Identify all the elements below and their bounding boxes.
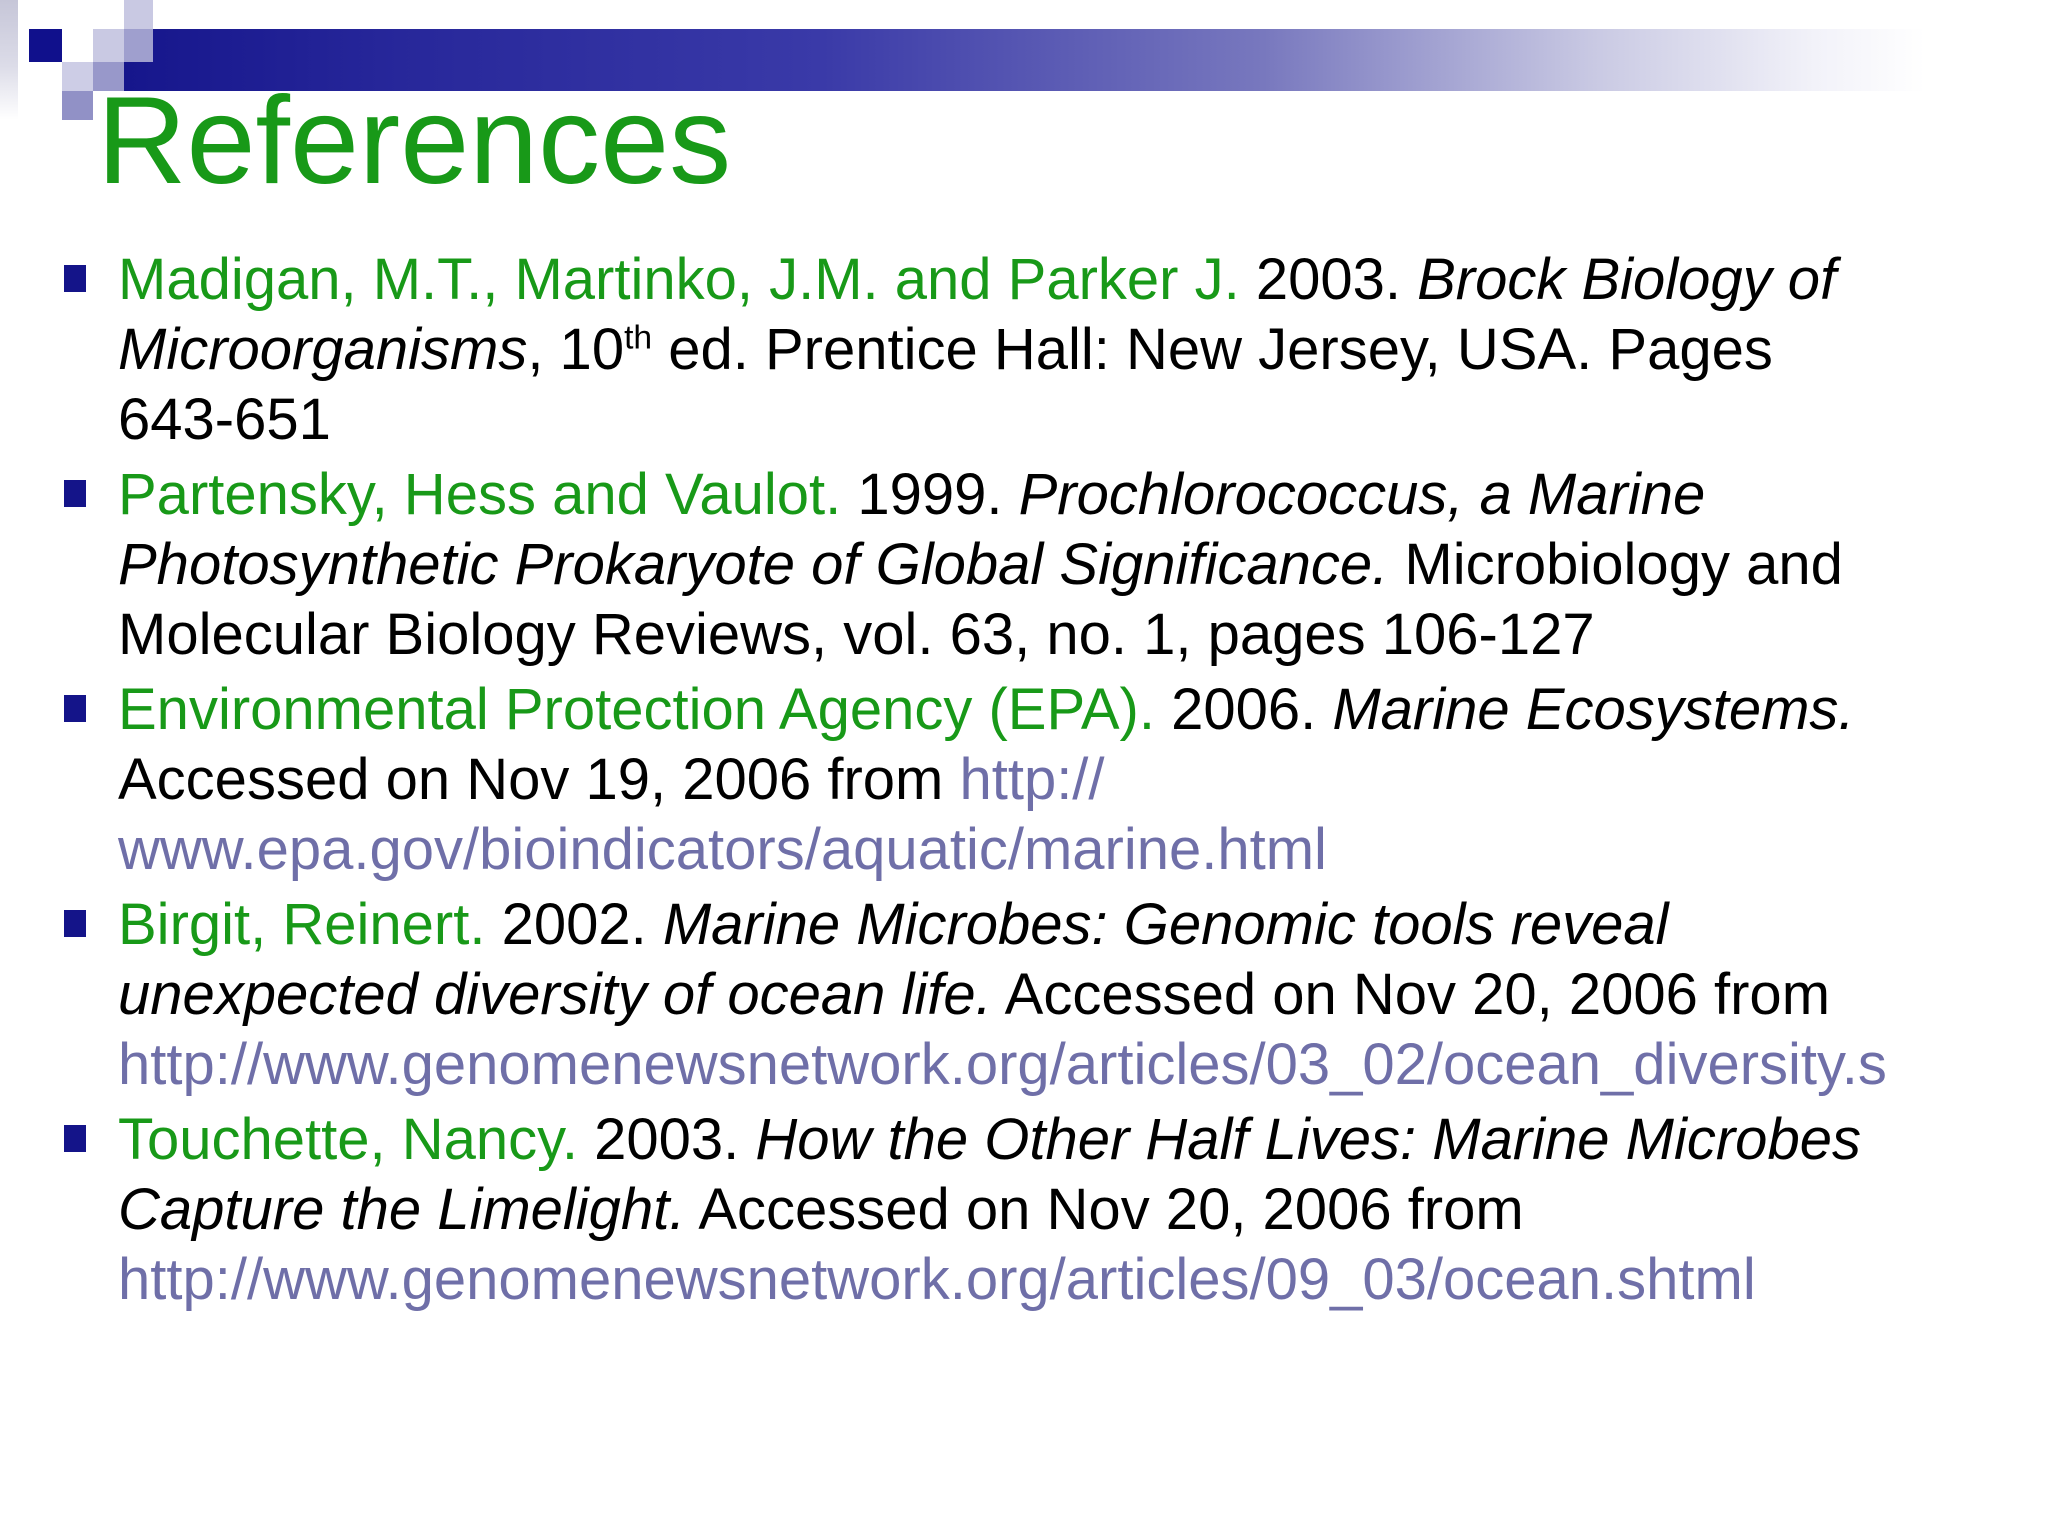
reference-line xyxy=(118,1030,2048,1100)
reference-text-run: Accessed on Nov 19, 2006 from xyxy=(118,747,960,812)
reference-item xyxy=(0,245,2048,455)
reference-text-run: 2003. xyxy=(1239,247,1418,312)
reference-line xyxy=(118,315,2048,385)
reference-text-run: 2003. xyxy=(577,1107,756,1172)
reference-text-run: Capture the Limelight. xyxy=(118,1177,686,1242)
reference-text-run: unexpected diversity of ocean life. xyxy=(118,962,992,1027)
reference-line xyxy=(118,960,2048,1030)
reference-line xyxy=(118,745,2048,815)
reference-line xyxy=(118,1175,2048,1245)
reference-item xyxy=(0,1105,2048,1315)
corner-gradient-strip xyxy=(0,0,18,120)
reference-line xyxy=(118,1105,2048,1175)
mosaic-square xyxy=(93,29,124,62)
page-title: References xyxy=(97,72,732,210)
reference-text-run: Marine Microbes: Genomic tools reveal xyxy=(662,892,1669,957)
mosaic-square xyxy=(124,29,153,62)
reference-line xyxy=(118,815,2048,885)
reference-hyperlink[interactable]: http://www.genomenewsnetwork.org/articles/09_03/ocean.shtml xyxy=(118,1247,1756,1312)
reference-text-run: 1999. xyxy=(841,462,1019,527)
reference-text-run: How the Other Half Lives: Marine Microbes xyxy=(755,1107,1861,1172)
reference-text-run: Molecular Biology Reviews, vol. 63, no. 1, pages 106-127 xyxy=(118,602,1595,667)
reference-line xyxy=(118,675,2048,745)
reference-line xyxy=(118,245,2048,315)
reference-text-run: Touchette, Nancy. xyxy=(118,1107,578,1172)
reference-line xyxy=(118,600,2048,670)
reference-text-run: Environmental Protection Agency (EPA). xyxy=(118,677,1155,742)
reference-item xyxy=(0,890,2048,1100)
reference-hyperlink[interactable]: www.epa.gov/bioindicators/aquatic/marine.html xyxy=(118,817,1327,882)
reference-text-run: ed. Prentice Hall: New Jersey, USA. Pages xyxy=(652,317,1773,382)
reference-text-run: Birgit, Reinert. xyxy=(118,892,486,957)
reference-line xyxy=(118,1245,2048,1315)
square-bullet-icon xyxy=(64,480,86,507)
reference-text-run: Prochlorococcus, a Marine xyxy=(1018,462,1706,527)
reference-line xyxy=(118,890,2048,960)
reference-text-run: Microbiology and xyxy=(1388,532,1843,597)
square-bullet-icon xyxy=(64,910,86,937)
reference-text-run: 2006. xyxy=(1154,677,1333,742)
reference-text-run: Photosynthetic Prokaryote of Global Significance. xyxy=(118,532,1389,597)
reference-hyperlink[interactable]: http://www.genomenewsnetwork.org/articles/03_02/ocean_diversity.s xyxy=(118,1032,1887,1097)
reference-text-run: 2002. xyxy=(485,892,663,957)
reference-line xyxy=(118,460,2048,530)
reference-item xyxy=(0,675,2048,885)
mosaic-square xyxy=(124,0,153,29)
reference-item xyxy=(0,460,2048,670)
mosaic-square xyxy=(29,29,62,62)
reference-line xyxy=(118,385,2048,455)
square-bullet-icon xyxy=(64,1125,86,1152)
reference-text-run: Madigan, M.T., Martinko, J.M. and Parker J. xyxy=(118,247,1240,312)
reference-hyperlink[interactable]: http:// xyxy=(959,747,1105,812)
reference-text-run: 643-651 xyxy=(118,387,331,452)
square-bullet-icon xyxy=(64,265,86,292)
reference-text-run: th xyxy=(624,319,653,357)
references-list xyxy=(0,245,2048,1320)
reference-line xyxy=(118,530,2048,600)
reference-text-run: Partensky, Hess and Vaulot. xyxy=(118,462,842,527)
reference-text-run: Marine Ecosystems. xyxy=(1332,677,1855,742)
reference-text-run: Microorganisms xyxy=(118,317,528,382)
reference-text-run: , 10 xyxy=(527,317,625,382)
mosaic-square xyxy=(62,62,93,91)
square-bullet-icon xyxy=(64,695,86,722)
reference-text-run: Brock Biology of xyxy=(1417,247,1837,312)
reference-text-run: Accessed on Nov 20, 2006 from xyxy=(685,1177,1524,1242)
reference-text-run: Accessed on Nov 20, 2006 from xyxy=(991,962,1831,1027)
mosaic-square xyxy=(62,91,93,120)
